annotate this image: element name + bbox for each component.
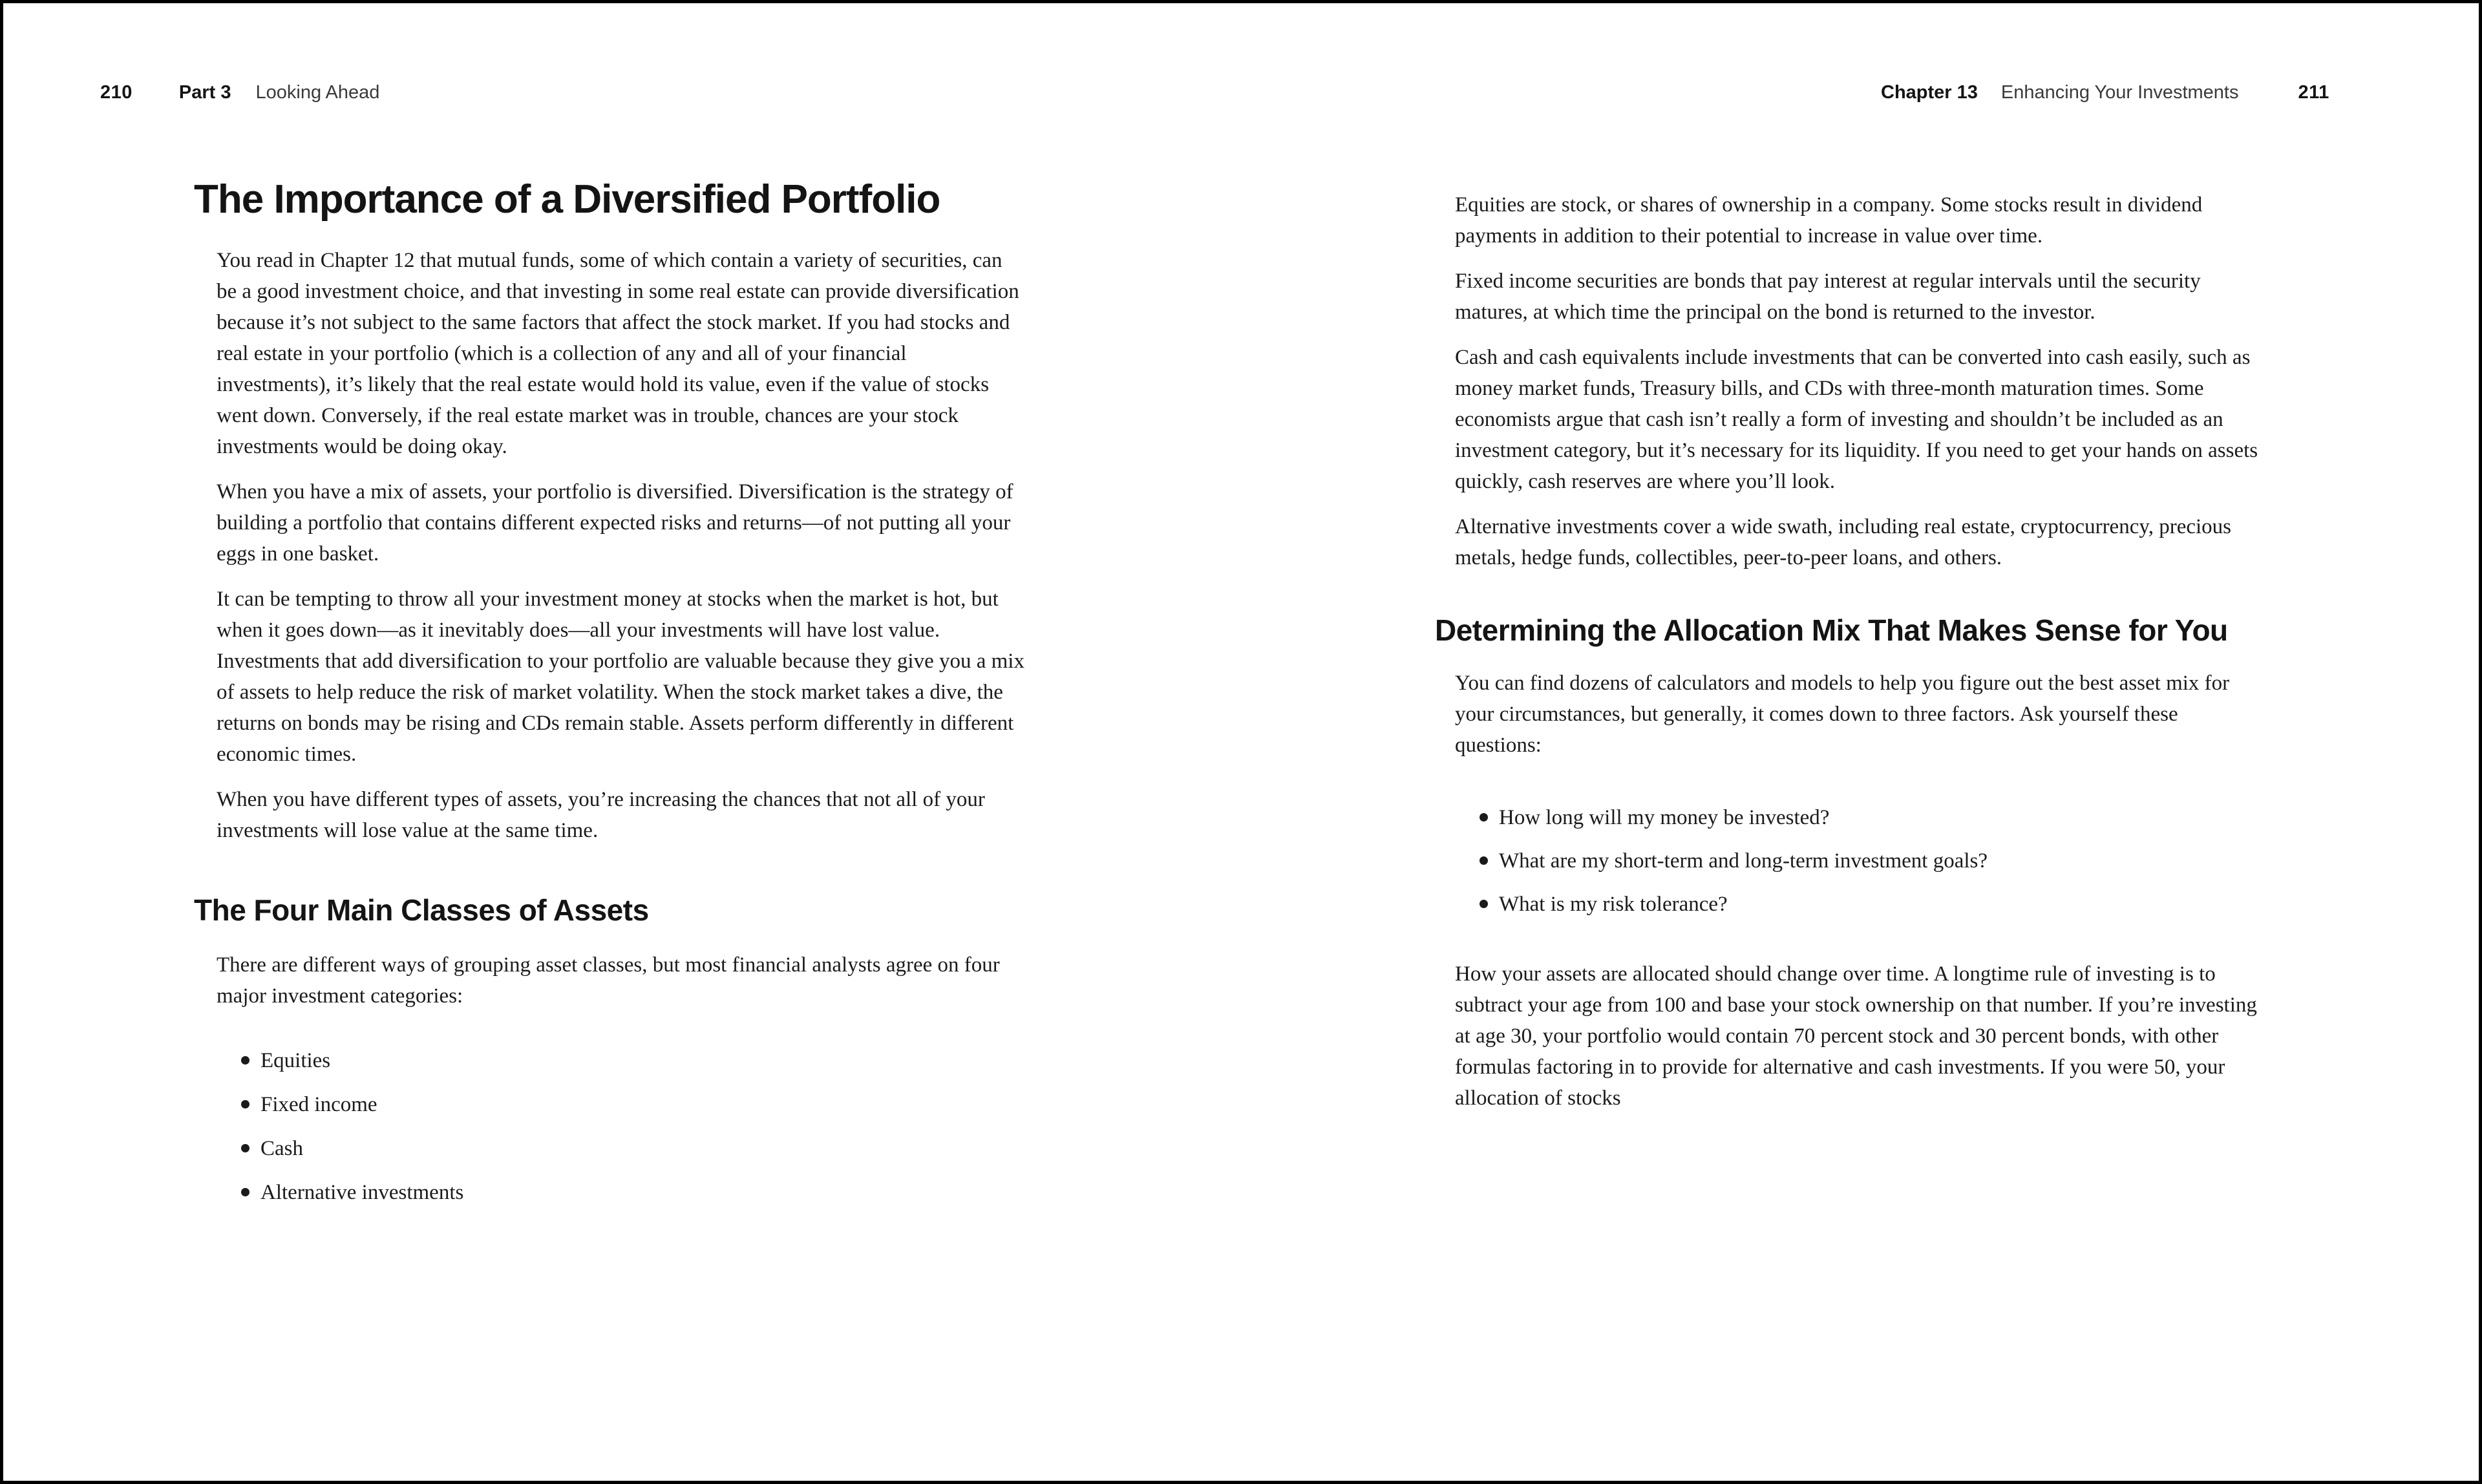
paragraph: Alternative investments cover a wide swath, including real estate, cryptocurrency, precious metals, hedge funds, collectibles, peer-to-peer loans, and others. xyxy=(1455,515,2232,569)
paragraph: When you have a mix of assets, your portfolio is diversified. Diversification is the strategy of building a portfolio that contains different expected risks and returns—of not putting all your eggs in one basket. xyxy=(217,480,1013,566)
runhead-right xyxy=(1881,81,2329,104)
page-right-column xyxy=(1435,189,2308,1114)
section-intro: You can find dozens of calculators and models to help you figure out the best asset mix for your circumstances, but generally, it comes down to three factors. Ask yourself these questions: xyxy=(1455,672,2230,757)
right-section-outro xyxy=(1455,959,2308,1114)
section-heading-four-classes: The Four Main Classes of Assets xyxy=(194,893,649,927)
page-left-column xyxy=(194,174,1054,1221)
paragraph: When you have different types of assets, you’re increasing the chances that not all of your investments will lose value at the same time. xyxy=(217,788,985,842)
part-label: Part 3 xyxy=(178,82,231,103)
right-body xyxy=(1455,189,2308,573)
page-number-left: 210 xyxy=(100,82,133,103)
right-section-body xyxy=(1455,668,2308,761)
list-item: Cash xyxy=(217,1133,1054,1164)
chapter-label: Chapter 13 xyxy=(1881,82,1978,103)
asset-classes-list xyxy=(217,1045,1054,1208)
list-item: How long will my money be invested? xyxy=(1455,802,2308,833)
list-item: What are my short-term and long-term investment goals? xyxy=(1455,845,2308,876)
paragraph: Cash and cash equivalents include investments that can be converted into cash easily, such as money market funds, Treasury bills, and CDs with three-month maturation times. Some economists argue that cash isn’t really a form of investing and shouldn’t be included as an investment category, but it’s necessary for its liquidity. If you need to get your hands on assets quickly, cash reserves are where you’ll look. xyxy=(1455,346,2258,493)
left-body xyxy=(194,245,1054,846)
paragraph: How your assets are allocated should change over time. A longtime rule of investing is to subtract your age from 100 and base your stock ownership on that number. If you’re investing at age 30, your portfolio would contain 70 percent stock and 30 percent bonds, with other formulas factoring in to provide for alternative and cash investments. If you were 50, your allocation of stocks xyxy=(1455,962,2257,1110)
list-item: Equities xyxy=(217,1045,1054,1076)
left-section-body xyxy=(194,949,1054,1012)
paragraph: Equities are stock, or shares of ownership in a company. Some stocks result in dividend payments in addition to their potential to increase in value over time. xyxy=(1455,193,2203,248)
list-item: What is my risk tolerance? xyxy=(1455,889,2308,920)
section-heading-allocation: Determining the Allocation Mix That Makes Sense for You xyxy=(1435,613,2228,647)
paragraph: You read in Chapter 12 that mutual funds, some of which contain a variety of securities, can be a good investment choice, and that investing in some real estate can provide diversification because it’s not subject to the same factors that affect the stock market. If you had stocks and real estate in your portfolio (which is a collection of any and all of your financial investments), it’s likely that the real estate would hold its value, even if the value of stocks went down. Conversely, if the real estate market was in trouble, chances are your stock investments would be doing okay. xyxy=(217,249,1019,458)
section-intro: There are different ways of grouping asset classes, but most financial analysts agree on four major investment categories: xyxy=(217,953,1000,1008)
list-item: Fixed income xyxy=(217,1089,1054,1120)
paragraph: Fixed income securities are bonds that pay interest at regular intervals until the security matures, at which time the principal on the bond is returned to the investor. xyxy=(1455,270,2201,324)
page-number-right: 211 xyxy=(2298,82,2329,103)
part-title: Looking Ahead xyxy=(255,82,380,103)
paragraph: It can be tempting to throw all your investment money at stocks when the market is hot, but when it goes down—as it inevitably does—all your investments will have lost value. Investments that add diversification to your portfolio are valuable because they give you a mix of assets to help reduce the risk of market volatility. When the stock market takes a dive, the returns on bonds may be rising and CDs remain stable. Assets perform differently in different economic times. xyxy=(217,588,1024,766)
page-title: The Importance of a Diversified Portfolio xyxy=(194,177,940,222)
runhead-left xyxy=(100,81,379,104)
list-item: Alternative investments xyxy=(217,1177,1054,1208)
allocation-questions-list xyxy=(1455,802,2308,920)
chapter-title: Enhancing Your Investments xyxy=(2000,82,2239,103)
